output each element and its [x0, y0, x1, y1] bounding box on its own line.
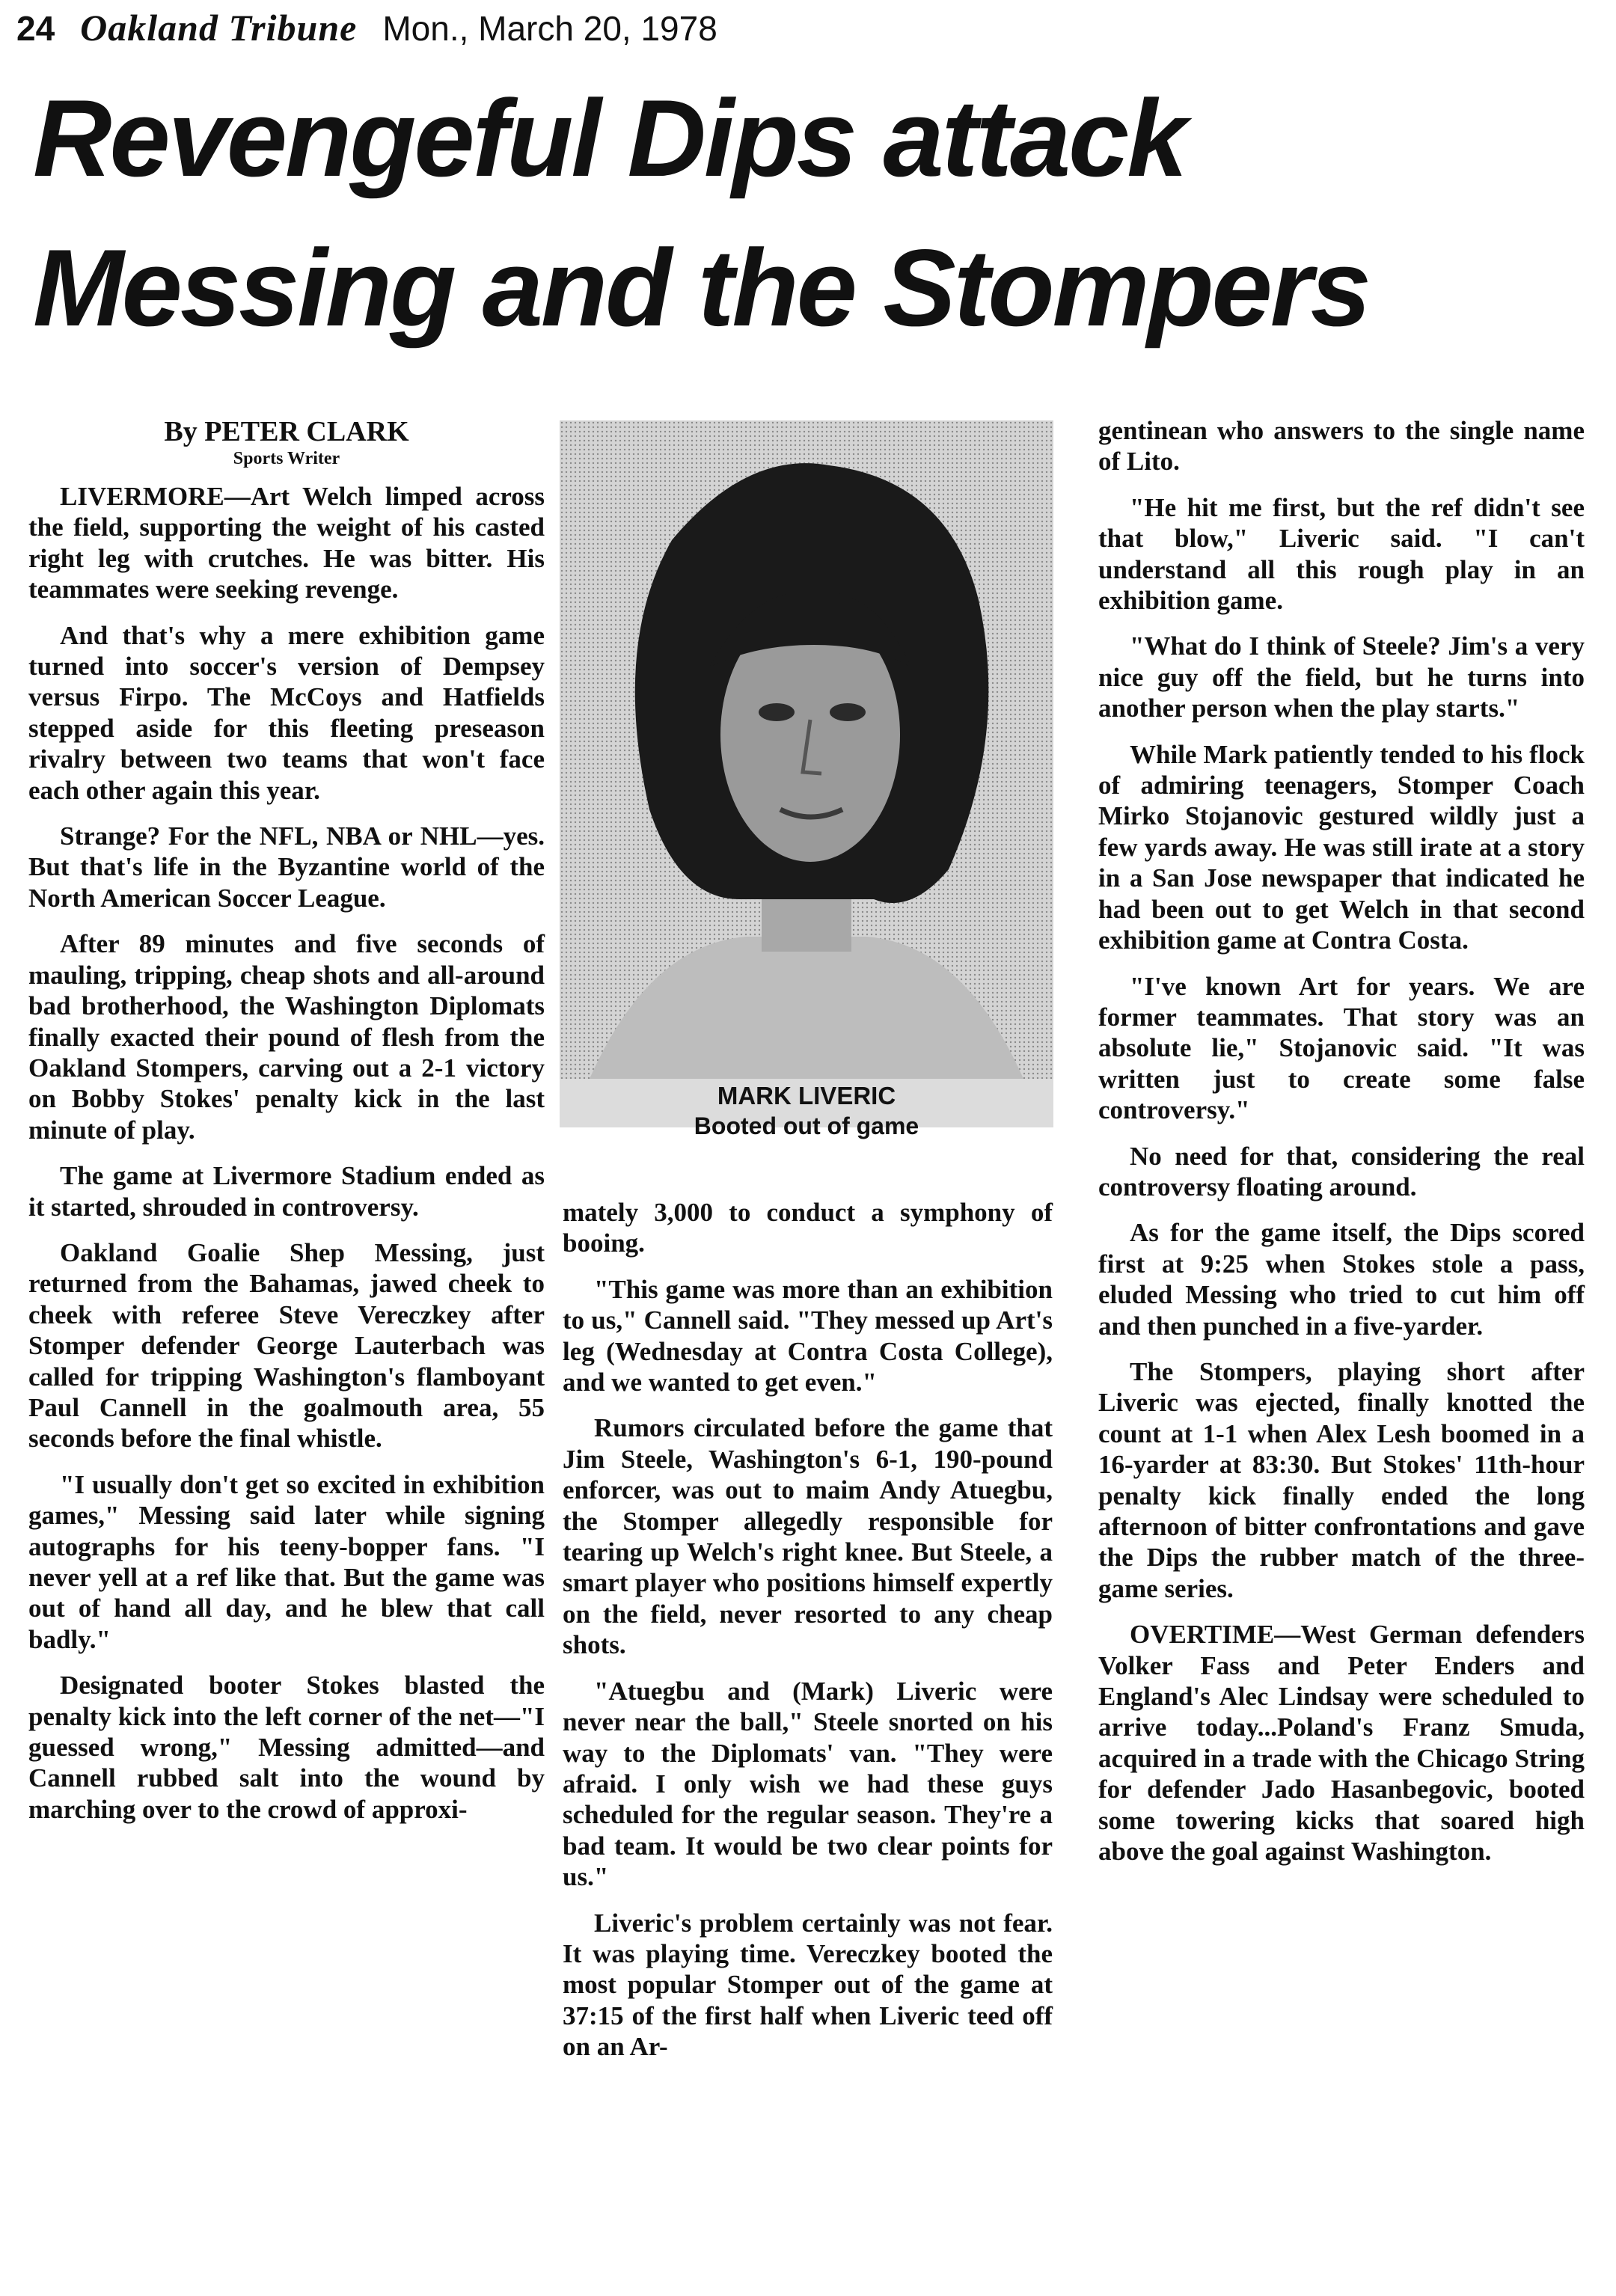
page-folio: [16, 6, 839, 58]
paragraph: LIVERMORE—Art Welch limped across the field, supporting the weight of his casted right leg with crutches. He was bitter. His teammates were seeking revenge.: [28, 482, 545, 604]
article-column-1: [28, 415, 545, 1840]
caption-text: Booted out of game: [694, 1112, 919, 1139]
paragraph: "I've known Art for years. We are former teammates. That story was an absolute lie," Stojanovic said. "It was written just to create some false controversy.": [1098, 971, 1585, 1125]
caption-name: MARK LIVERIC: [717, 1082, 896, 1109]
paragraph: gentinean who answers to the single name of Lito.: [1098, 416, 1585, 477]
paragraph: The Stompers, playing short after Liveric was ejected, finally knotted the count at 1-1 when Alex Lesh boomed in a 16-yarder at 83:30. But Stokes' 11th-hour penalty kick finally ended the long afternoon of bitter confrontations and gave the Dips the rubber match of the three-game series.: [1098, 1356, 1585, 1603]
byline: [28, 415, 545, 469]
article-column-2: [563, 1197, 1053, 2078]
page-number: 24: [16, 9, 55, 48]
paragraph: As for the game itself, the Dips scored first at 9:25 when Stokes stole a pass, eluded Messing who tried to cut him off and then punched in a five-yarder.: [1098, 1218, 1585, 1341]
paragraph: "I usually don't get so excited in exhibition games," Messing said later while signing autographs for his teeny-bopper fans. "I never yell at a ref like that. But the game was out of hand all day, and he blew that call badly.": [28, 1469, 545, 1654]
paragraph: OVERTIME—West German defenders Volker Fass and Peter Enders and England's Alec Lindsay were scheduled to arrive today...Poland's Franz Smuda, acquired in a trade with the Chicago String for defender Jado Hasanbegovic, booted some towering kicks that soared high above the goal against Washington.: [1098, 1620, 1585, 1867]
headline-line-1: Revengeful Dips attack: [33, 77, 1186, 199]
paragraph: The game at Livermore Stadium ended as it started, shrouded in controversy.: [28, 1161, 545, 1222]
paragraph: After 89 minutes and five seconds of mauling, tripping, cheap shots and all-around bad brotherhood, the Washington Diplomats finally exacted their pound of flesh from the Oakland Stompers, carving out a 2-1 victory on Bobby Stokes' penalty kick in the last minute of play.: [28, 929, 545, 1145]
paragraph: mately 3,000 to conduct a symphony of booing.: [563, 1198, 1053, 1258]
article-column-3: [1098, 415, 1585, 1882]
paragraph: Rumors circulated before the game that Jim Steele, Washington's 6-1, 190-pound enforcer, was out to maim Andy Atuegbu, the Stomper allegedly responsible for tearing up Welch's right knee. But Steele, a smart player who positions himself expertly on the field, never resorted to any cheap shots.: [563, 1413, 1053, 1660]
paragraph: Strange? For the NFL, NBA or NHL—yes. But that's life in the Byzantine world of the North American Soccer League.: [28, 821, 545, 913]
issue-date: Mon., March 20, 1978: [382, 9, 717, 48]
paragraph: No need for that, considering the real controversy floating around.: [1098, 1141, 1585, 1201]
byline-role: Sports Writer: [233, 449, 340, 468]
player-photo: [560, 420, 1053, 1127]
paragraph: And that's why a mere exhibition game turned into soccer's version of Dempsey versus Firpo. The McCoys and Hatfields stepped aside for this fleeting preseason rivalry between two teams that won't face each other again this year.: [28, 620, 545, 805]
paper-name: Oakland Tribune: [80, 7, 358, 49]
byline-author: By PETER CLARK: [164, 416, 409, 447]
paragraph: Oakland Goalie Shep Messing, just returned from the Bahamas, jawed cheek to cheek with referee Steve Vereczkey after Stomper defender George Lauterbach was called for tripping Washington's flamboyant Paul Cannell in the goalmouth area, 55 seconds before the final whistle.: [28, 1237, 545, 1454]
headline-line-2: Messing and the Stompers: [33, 227, 1369, 349]
paragraph: Liveric's problem certainly was not fear. It was playing time. Vereczkey booted the most popular Stomper out of the game at 37:15 of the first half when Liveric teed off on an Ar-: [563, 1908, 1053, 2062]
paragraph: "This game was more than an exhibition to us," Cannell said. "They messed up Art's leg (Wednesday at Contra Costa College), and we wanted to get even.": [563, 1274, 1053, 1398]
headline: [33, 64, 1589, 363]
portrait-image: [560, 420, 1053, 1079]
paragraph: "Atuegbu and (Mark) Liveric were never near the ball," Steele snorted on his way to the Diplomats' van. "They were afraid. I only wish we had these guys scheduled for the regular season. They're a bad team. It would be two clear points for us.": [563, 1676, 1053, 1892]
paragraph: "He hit me first, but the ref didn't see that blow," Liveric said. "I can't understand all this rough play in an exhibition game.: [1098, 492, 1585, 616]
paragraph: While Mark patiently tended to his flock of admiring teenagers, Stomper Coach Mirko Stojanovic gestured wildly just a few yards away. He was still irate at a story in a San Jose newspaper that indicated he had been out to get Welch in that second exhibition game at Contra Costa.: [1098, 739, 1585, 955]
paragraph: "What do I think of Steele? Jim's a very nice guy off the field, but he turns into another person when the play starts.": [1098, 631, 1585, 723]
paragraph: Designated booter Stokes blasted the penalty kick into the left corner of the net—"I guessed wrong," Messing admitted—and Cannell rubbed salt into the wound by marching over to the crowd of approxi-: [28, 1671, 545, 1824]
photo-caption: [560, 1081, 1053, 1141]
